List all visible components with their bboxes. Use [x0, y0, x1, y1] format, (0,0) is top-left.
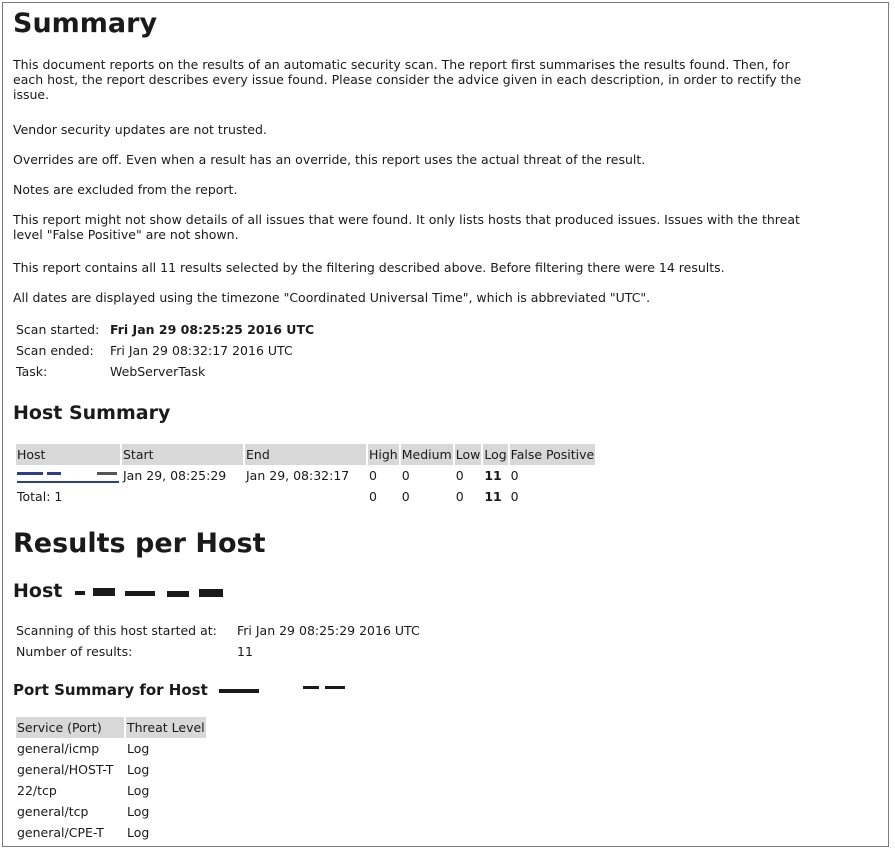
port-service: general/CPE-T	[17, 825, 104, 840]
col-low: Low	[455, 444, 482, 465]
host-link-redacted[interactable]	[16, 465, 120, 486]
notes-paragraph: Notes are excluded from the report.	[13, 182, 238, 197]
vendor-updates-paragraph: Vendor security updates are not trusted.	[13, 122, 267, 137]
results-per-host-title: Results per Host	[13, 528, 266, 559]
port-summary-title	[13, 680, 353, 700]
port-service: general/tcp	[17, 804, 89, 819]
total-log: 11	[484, 489, 502, 504]
results-count-paragraph: This report contains all 11 results selected by the filtering described above. Before filtering there were 14 results.	[13, 260, 725, 275]
scanning-started-value: Fri Jan 29 08:25:29 2016 UTC	[237, 623, 420, 638]
col-start: Start	[122, 444, 243, 465]
host-start: Jan 29, 08:25:29	[123, 468, 227, 483]
col-false-positive: False Positive	[510, 444, 596, 465]
host-summary-header-row	[16, 444, 595, 465]
table-row	[16, 465, 595, 486]
scan-started-row	[16, 322, 314, 343]
total-medium: 0	[401, 489, 410, 504]
table-row	[16, 780, 206, 801]
port-summary-label: Port Summary for Host	[13, 681, 208, 699]
port-threat: Log	[127, 762, 150, 777]
redacted-host-ip	[69, 585, 229, 599]
scan-started-label: Scan started:	[16, 322, 100, 337]
host-high: 0	[369, 468, 377, 483]
port-threat: Log	[127, 741, 150, 756]
timezone-paragraph: All dates are displayed using the timezone "Coordinated Universal Time", which is abbreviated "UTC".	[13, 290, 651, 305]
task-label: Task:	[16, 364, 48, 379]
host-medium: 0	[401, 468, 410, 483]
host-end: Jan 29, 08:32:17	[246, 468, 350, 483]
scan-ended-value: Fri Jan 29 08:32:17 2016 UTC	[110, 343, 293, 358]
port-service: 22/tcp	[17, 783, 57, 798]
total-false-positive: 0	[510, 489, 519, 504]
col-end: End	[245, 444, 366, 465]
scan-info-table	[16, 322, 314, 385]
number-of-results-value: 11	[237, 644, 253, 659]
host-summary-title: Host Summary	[13, 402, 171, 424]
scan-ended-label: Scan ended:	[16, 343, 94, 358]
scanning-started-row	[16, 623, 420, 644]
host-heading	[13, 579, 229, 603]
task-value: WebServerTask	[110, 364, 206, 379]
col-medium: Medium	[401, 444, 453, 465]
host-low: 0	[455, 468, 464, 483]
table-row	[16, 801, 206, 822]
redacted-port-host-ip	[213, 684, 353, 698]
redacted-host-address[interactable]	[17, 469, 119, 483]
report-frame	[2, 2, 889, 847]
scan-ended-row	[16, 343, 314, 364]
col-host: Host	[16, 444, 120, 465]
summary-intro-paragraph: This document reports on the results of an automatic security scan. The report first summarises the results found. Then, for each host, the report describes every issue found. Please consider the advice given in each description, in order to rectify the issue.	[13, 57, 802, 102]
table-row	[16, 759, 206, 780]
table-row	[16, 822, 206, 843]
port-threat: Log	[127, 825, 150, 840]
host-false-positive: 0	[510, 468, 519, 483]
port-threat: Log	[127, 804, 150, 819]
port-summary-table	[14, 717, 208, 843]
port-threat: Log	[127, 783, 150, 798]
overrides-paragraph: Overrides are off. Even when a result has an override, this report uses the actual threat of the result.	[13, 152, 646, 167]
number-of-results-label: Number of results:	[16, 644, 133, 659]
task-row	[16, 364, 314, 385]
number-of-results-row	[16, 644, 420, 665]
total-label: Total: 1	[17, 489, 63, 504]
false-positive-paragraph: This report might not show details of all issues that were found. It only lists hosts that produced issues. Issues with the threat level "False Positive" are not shown.	[13, 212, 800, 242]
col-high: High	[368, 444, 399, 465]
port-service: general/HOST-T	[17, 762, 114, 777]
scan-started-value: Fri Jan 29 08:25:25 2016 UTC	[110, 322, 315, 337]
total-high: 0	[369, 489, 377, 504]
scanning-started-label: Scanning of this host started at:	[16, 623, 217, 638]
port-header-row	[16, 717, 206, 738]
host-summary-table	[14, 444, 597, 507]
summary-title: Summary	[13, 8, 158, 39]
table-row	[16, 738, 206, 759]
total-row	[16, 486, 595, 507]
host-log: 11	[484, 468, 502, 483]
col-service-port: Service (Port)	[16, 717, 124, 738]
host-heading-label: Host	[13, 580, 63, 602]
host-scan-info-table	[16, 623, 420, 665]
port-service: general/icmp	[17, 741, 100, 756]
col-log: Log	[483, 444, 507, 465]
col-threat-level: Threat Level	[126, 717, 206, 738]
total-low: 0	[455, 489, 464, 504]
